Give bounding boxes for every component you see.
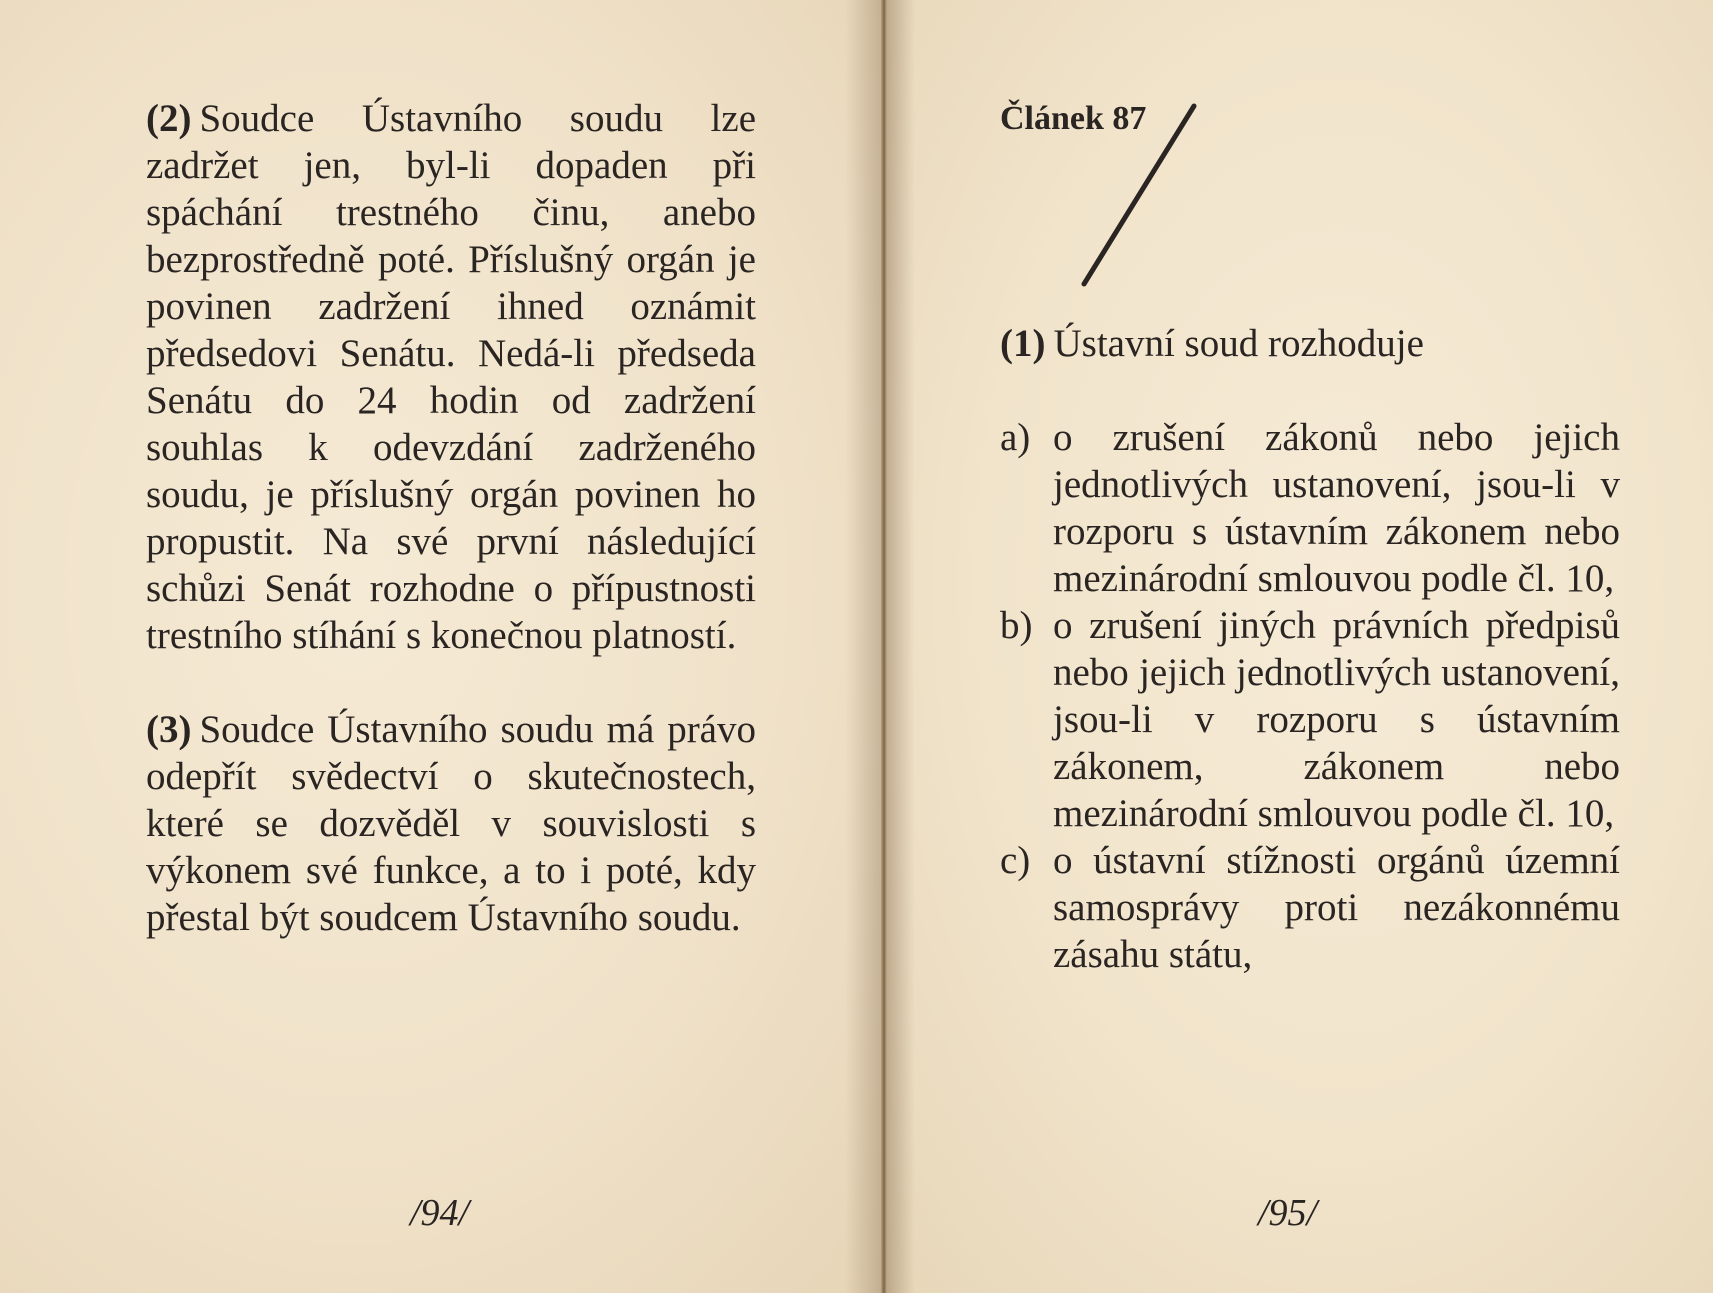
- paragraph-text: Soudce Ústavního soudu má právo odepřít svědectví o skutečnostech, které se dozvěděl v souvislosti s výkonem své funkce, a to i poté, kdy přestal být soudcem Ústavního soudu.: [146, 708, 756, 939]
- slash-ornament-icon: [1070, 100, 1200, 290]
- paragraph-2: [146, 95, 756, 659]
- article-title: Článek 87: [1000, 100, 1147, 137]
- gutter-shadow: [885, 0, 915, 1299]
- page-number-right: /95/: [1258, 1192, 1318, 1234]
- page-bottom-edge: [0, 1293, 1713, 1299]
- paragraph-number: (3): [146, 708, 192, 751]
- paragraph-number: (2): [146, 97, 192, 140]
- book-spine: [881, 0, 887, 1299]
- item-marker: c): [1000, 839, 1031, 882]
- list-item: [1000, 414, 1620, 602]
- list-item: [1000, 837, 1620, 978]
- item-text: o zrušení zákonů nebo jejich jednotlivých ustanovení, jsou-li v rozporu s ústavním zákonem nebo mezinárodní smlouvou podle čl. 10,: [1053, 416, 1620, 600]
- article-intro: [1000, 320, 1620, 367]
- item-text: o zrušení jiných právních předpisů nebo jejich jednotlivých ustanovení, jsou-li v rozporu s ústavním zákonem, zákonem nebo mezinárodní smlouvou podle čl. 10,: [1053, 604, 1620, 835]
- paragraph-3: [146, 706, 756, 941]
- left-page-text: [146, 95, 756, 941]
- gutter-shadow: [845, 0, 885, 1299]
- item-text: o ústavní stížnosti orgánů územní samosprávy proti nezákonnému zásahu státu,: [1053, 839, 1620, 976]
- item-marker: a): [1000, 416, 1031, 459]
- page-number-left: /94/: [410, 1192, 470, 1234]
- paragraph-text: Soudce Ústavního soudu lze zadržet jen, byl-li dopaden při spáchání trestného činu, anebo bezprostředně poté. Příslušný orgán je povinen zadržení ihned oznámit předsedovi Senátu. Nedá-li předseda Senátu do 24 hodin od zadržení souhlas k odevzdání zadrženého soudu, je příslušný orgán povinen ho propustit. Na své první následující schůzi Senát rozhodne o přípustnosti trestního stíhání s konečnou platností.: [146, 97, 756, 657]
- list-item: [1000, 602, 1620, 837]
- paragraph-number: (1): [1000, 322, 1046, 365]
- article-items-list: [1000, 414, 1620, 978]
- intro-text: Ústavní soud rozhoduje: [1053, 322, 1424, 365]
- item-marker: b): [1000, 604, 1033, 647]
